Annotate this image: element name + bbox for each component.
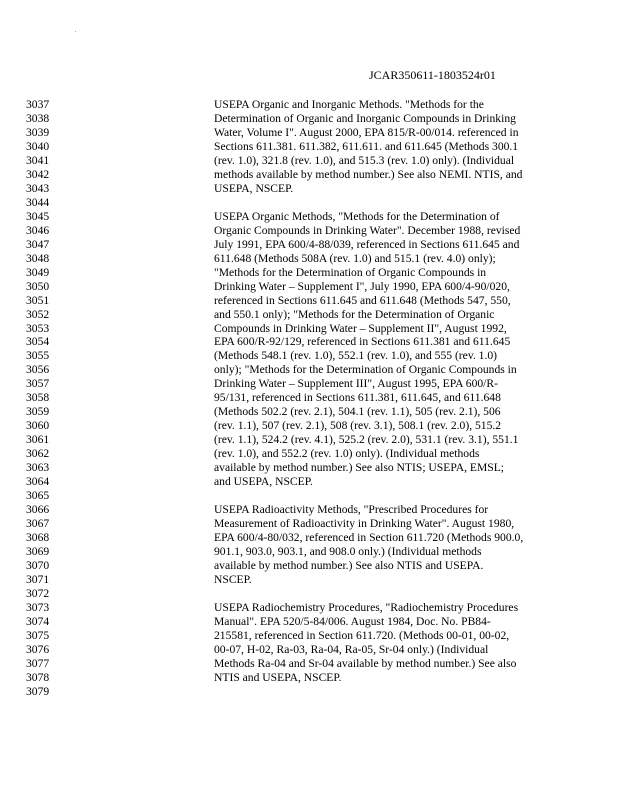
text-line: USEPA Organic Methods, "Methods for the Determination of bbox=[214, 209, 500, 223]
text-line: methods available by method number.) See also NEMI. NTIS, and bbox=[214, 167, 523, 181]
blank-line bbox=[214, 196, 554, 210]
text-line: and 550.1 only); "Methods for the Determination of Organic bbox=[214, 307, 495, 321]
blank-line bbox=[214, 587, 554, 601]
blank-line bbox=[214, 489, 554, 503]
text-line: July 1991, EPA 600/4-88/039, referenced in Sections 611.645 and bbox=[214, 237, 520, 251]
line-number: 3073 bbox=[26, 600, 50, 614]
text-line: and USEPA, NSCEP. bbox=[214, 475, 313, 489]
line-number: 3038 bbox=[26, 111, 50, 125]
line-number: 3071 bbox=[26, 572, 50, 586]
line-number: 3054 bbox=[26, 335, 50, 349]
text-line: USEPA Radioactivity Methods, "Prescribed Procedures for bbox=[214, 503, 489, 517]
text-line: (rev. 1.0), 321.8 (rev. 1.0), and 515.3 (rev. 1.0) only). (Individual bbox=[214, 153, 515, 167]
line-number: 3057 bbox=[26, 377, 50, 391]
line-number: 3044 bbox=[26, 195, 50, 209]
text-line: 95/131, referenced in Sections 611.381, 611.645, and 611.648 bbox=[214, 391, 501, 405]
text-line: USEPA Radiochemistry Procedures, "Radiochemistry Procedures bbox=[214, 600, 519, 614]
line-number: 3055 bbox=[26, 349, 50, 363]
text-line: USEPA Organic and Inorganic Methods. "Methods for the bbox=[214, 98, 484, 111]
line-number: 3040 bbox=[26, 139, 50, 153]
text-line: 611.648 (Methods 508A (rev. 1.0) and 515.1 (rev. 4.0) only); bbox=[214, 251, 496, 265]
line-number: 3061 bbox=[26, 433, 50, 447]
text-line: Manual". EPA 520/5-84/006. August 1984, Doc. No. PB84- bbox=[214, 614, 491, 628]
line-number: 3048 bbox=[26, 251, 50, 265]
document-id: JCAR350611-1803524r01 bbox=[369, 68, 496, 82]
line-number: 3051 bbox=[26, 293, 50, 307]
line-number: 3049 bbox=[26, 265, 50, 279]
line-number: 3050 bbox=[26, 279, 50, 293]
line-number: 3067 bbox=[26, 517, 50, 531]
text-line: NTIS and USEPA, NSCEP. bbox=[214, 670, 342, 684]
text-line: EPA 600/R-92/129, referenced in Sections 611.381 and 611.645 bbox=[214, 335, 511, 349]
line-number: 3075 bbox=[26, 628, 50, 642]
text-line: 215581, referenced in Section 611.720. (Methods 00-01, 00-02, bbox=[214, 628, 510, 642]
text-line: referenced in Sections 611.645 and 611.648 (Methods 547, 550, bbox=[214, 293, 511, 307]
line-number-column bbox=[26, 98, 86, 699]
line-number: 3039 bbox=[26, 125, 50, 139]
text-line: available by method number.) See also NTIS and USEPA. bbox=[214, 558, 484, 572]
text-line: available by method number.) See also NTIS; USEPA, EMSL; bbox=[214, 461, 505, 475]
line-number: 3041 bbox=[26, 153, 50, 167]
line-number: 3043 bbox=[26, 181, 50, 195]
line-number: 3056 bbox=[26, 363, 50, 377]
blank-line bbox=[214, 685, 554, 699]
text-line: (rev. 1.1), 524.2 (rev. 4.1), 525.2 (rev. 2.0), 531.1 (rev. 3.1), 551.1 bbox=[214, 433, 519, 447]
line-number: 3053 bbox=[26, 321, 50, 335]
text-line: Water, Volume I". August 2000, EPA 815/R-00/014. referenced in bbox=[214, 125, 519, 139]
text-line: 901.1, 903.0, 903.1, and 908.0 only.) (Individual methods bbox=[214, 545, 482, 558]
line-number: 3066 bbox=[26, 503, 50, 517]
line-number: 3065 bbox=[26, 489, 50, 503]
line-number: 3059 bbox=[26, 405, 50, 419]
text-line: Organic Compounds in Drinking Water". December 1988, revised bbox=[214, 223, 521, 237]
text-line: Compounds in Drinking Water – Supplement II", August 1992, bbox=[214, 321, 507, 335]
text-line: Measurement of Radioactivity in Drinking Water". August 1980, bbox=[214, 517, 515, 531]
line-number: 3078 bbox=[26, 670, 50, 684]
text-line: Sections 611.381. 611.382, 611.611. and 611.645 (Methods 300.1 bbox=[214, 139, 519, 153]
text-line: EPA 600/4-80/032, referenced in Section 611.720 (Methods 900.0, bbox=[214, 531, 524, 545]
text-line: (Methods 502.2 (rev. 2.1), 504.1 (rev. 1.1), 505 (rev. 2.1), 506 bbox=[214, 405, 501, 419]
line-number: 3046 bbox=[26, 223, 50, 237]
text-line: "Methods for the Determination of Organic Compounds in bbox=[214, 265, 487, 279]
line-number: 3074 bbox=[26, 614, 50, 628]
line-number: 3069 bbox=[26, 545, 50, 558]
line-number: 3058 bbox=[26, 391, 50, 405]
stray-mark bbox=[75, 31, 76, 32]
line-number: 3068 bbox=[26, 531, 50, 545]
text-line: Methods Ra-04 and Sr-04 available by method number.) See also bbox=[214, 656, 517, 670]
text-line: NSCEP. bbox=[214, 572, 252, 586]
line-number: 3076 bbox=[26, 642, 50, 656]
line-number: 3077 bbox=[26, 656, 50, 670]
text-line: USEPA, NSCEP. bbox=[214, 181, 294, 195]
text-line: (rev. 1.0), and 552.2 (rev. 1.0) only). (Individual methods bbox=[214, 447, 480, 461]
line-number: 3062 bbox=[26, 447, 50, 461]
text-line: only); "Methods for the Determination of Organic Compounds in bbox=[214, 363, 517, 377]
text-line: Drinking Water – Supplement III", August 1995, EPA 600/R- bbox=[214, 377, 498, 391]
line-number: 3037 bbox=[26, 98, 50, 111]
line-number: 3079 bbox=[26, 684, 50, 698]
line-number: 3042 bbox=[26, 167, 50, 181]
line-number: 3052 bbox=[26, 307, 50, 321]
line-number: 3072 bbox=[26, 586, 50, 600]
line-number: 3060 bbox=[26, 419, 50, 433]
document-body bbox=[214, 98, 554, 699]
line-number: 3063 bbox=[26, 461, 50, 475]
text-line: (Methods 548.1 (rev. 1.0), 552.1 (rev. 1.0), and 555 (rev. 1.0) bbox=[214, 349, 498, 363]
line-number: 3064 bbox=[26, 475, 50, 489]
text-line: (rev. 1.1), 507 (rev. 2.1), 508 (rev. 3.1), 508.1 (rev. 2.0), 515.2 bbox=[214, 419, 502, 433]
text-line: Determination of Organic and Inorganic Compounds in Drinking bbox=[214, 111, 516, 125]
text-line: Drinking Water – Supplement I", July 1990, EPA 600/4-90/020, bbox=[214, 279, 510, 293]
line-number: 3070 bbox=[26, 558, 50, 572]
line-number: 3047 bbox=[26, 237, 50, 251]
text-line: 00-07, H-02, Ra-03, Ra-04, Ra-05, Sr-04 only.) (Individual bbox=[214, 642, 489, 656]
line-number: 3045 bbox=[26, 209, 50, 223]
